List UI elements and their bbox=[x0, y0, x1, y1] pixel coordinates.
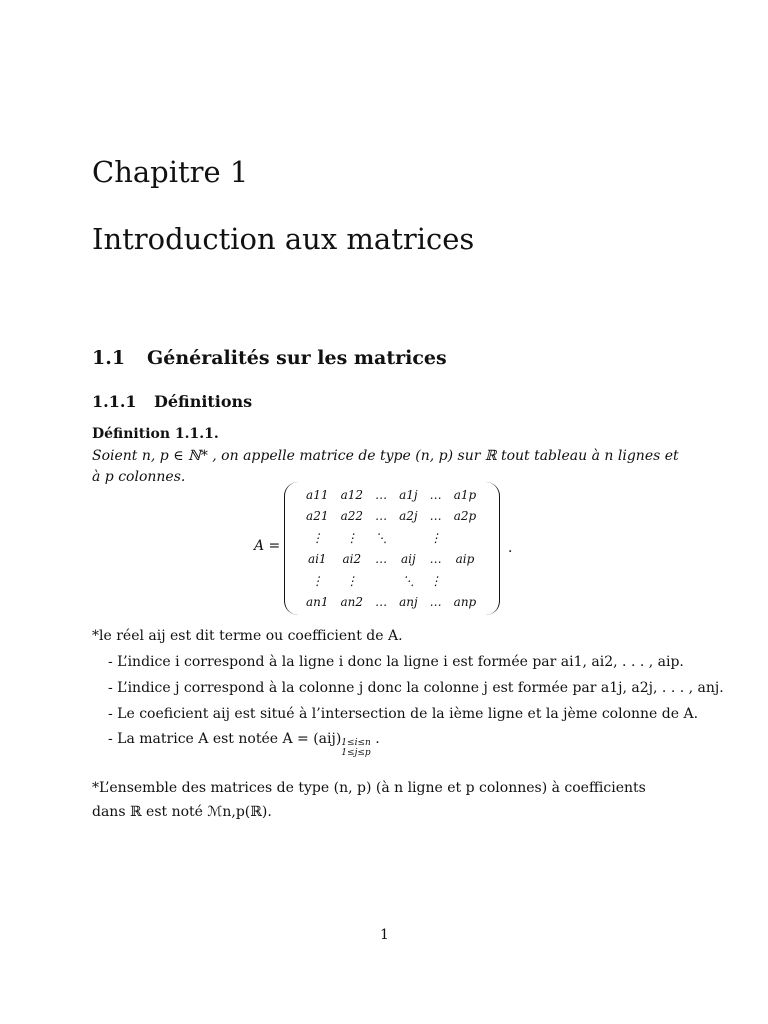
matrix-end-dot: . bbox=[508, 540, 513, 556]
matrix-cell: a2p bbox=[453, 509, 477, 524]
matrix-cell: anp bbox=[453, 595, 477, 610]
matrix-cell: aip bbox=[455, 552, 475, 567]
matrix-cell: … bbox=[429, 509, 442, 524]
left-parenthesis bbox=[284, 482, 299, 615]
matrix-cell: anj bbox=[399, 595, 418, 610]
matrix-table bbox=[300, 484, 482, 613]
subsection-title: Définitions bbox=[154, 392, 253, 411]
matrix-cell: an2 bbox=[340, 595, 364, 610]
matrix-cell bbox=[448, 570, 483, 592]
ensemble-note: *L’ensemble des matrices de type (n, p) (à n ligne et p colonnes) à coefficients dans ℝ est noté ℳn,p(ℝ). bbox=[92, 780, 646, 820]
matrix-cell: a22 bbox=[340, 509, 364, 524]
matrix-cell: a21 bbox=[306, 509, 329, 524]
matrix-row bbox=[300, 527, 482, 549]
matrix-cell: ⋮ bbox=[345, 530, 358, 545]
term-note: *le réel aij est dit terme ou coefficient de A. bbox=[92, 628, 403, 644]
bullet-notation-text: - La matrice A est notée A = (aij) bbox=[108, 731, 342, 747]
matrix-row bbox=[300, 484, 482, 506]
matrix-cell bbox=[369, 570, 393, 592]
matrix-cell: aij bbox=[401, 552, 416, 567]
chapter-label: Chapitre 1 bbox=[92, 155, 249, 189]
matrix-cell bbox=[448, 527, 483, 549]
matrix-cell: ⋮ bbox=[311, 530, 324, 545]
matrix-lhs: A = bbox=[254, 538, 281, 554]
section-title: Généralités sur les matrices bbox=[147, 347, 447, 369]
right-parenthesis bbox=[485, 482, 500, 615]
matrix-cell: ⋮ bbox=[345, 573, 358, 588]
matrix-row bbox=[300, 592, 482, 614]
matrix-cell: ⋮ bbox=[429, 530, 442, 545]
matrix-cell: … bbox=[375, 487, 388, 502]
matrix-cell: ⋮ bbox=[311, 573, 324, 588]
matrix-cell: an1 bbox=[306, 595, 329, 610]
matrix-row bbox=[300, 549, 482, 571]
subsection-heading bbox=[92, 392, 252, 411]
section-heading bbox=[92, 347, 447, 369]
matrix-cell: ⋱ bbox=[402, 573, 415, 588]
matrix-cell: … bbox=[429, 487, 442, 502]
matrix-display bbox=[250, 482, 530, 615]
definition-heading: Définition 1.1.1. bbox=[92, 426, 219, 442]
matrix-cell: a2j bbox=[399, 509, 418, 524]
matrix-cell: … bbox=[429, 595, 442, 610]
subsection-number: 1.1.1 bbox=[92, 392, 137, 411]
matrix-row bbox=[300, 570, 482, 592]
matrix-cell: … bbox=[375, 509, 388, 524]
bullet-notation: - La matrice A est notée A = (aij)1≤i≤n 1≤j≤p . bbox=[108, 731, 380, 758]
matrix-cell: a11 bbox=[306, 487, 329, 502]
matrix-cell: ⋮ bbox=[429, 573, 442, 588]
matrix-cell: a1p bbox=[453, 487, 477, 502]
bullet-notation-limits: 1≤i≤n 1≤j≤p bbox=[341, 738, 371, 758]
matrix-cell: … bbox=[375, 595, 388, 610]
matrix-cell: … bbox=[429, 552, 442, 567]
matrix-cell bbox=[393, 527, 424, 549]
matrix-cell: ai1 bbox=[307, 552, 327, 567]
bullet-column-index: - L’indice j correspond à la colonne j donc la colonne j est formée par a1j, a2j, . . . , anj. bbox=[108, 680, 724, 696]
bullet-line-index: - L’indice i correspond à la ligne i donc la ligne i est formée par ai1, ai2, . . . , aip. bbox=[108, 654, 684, 670]
section-number: 1.1 bbox=[92, 347, 126, 369]
matrix-row bbox=[300, 506, 482, 528]
definition-body: Soient n, p ∈ ℕ* , on appelle matrice de type (n, p) sur ℝ tout tableau à n lignes et à p colonnes. bbox=[92, 448, 679, 485]
bullet-intersection: - Le coeficient aij est situé à l’intersection de la ième ligne et la jème colonne de A. bbox=[108, 706, 699, 722]
page-number: 1 bbox=[380, 927, 389, 943]
matrix-cell: ⋱ bbox=[375, 530, 388, 545]
matrix-cell: a1j bbox=[399, 487, 418, 502]
matrix-cell: a12 bbox=[340, 487, 364, 502]
matrix-cell: … bbox=[375, 552, 388, 567]
matrix-cell: ai2 bbox=[342, 552, 362, 567]
chapter-title: Introduction aux matrices bbox=[92, 222, 475, 256]
